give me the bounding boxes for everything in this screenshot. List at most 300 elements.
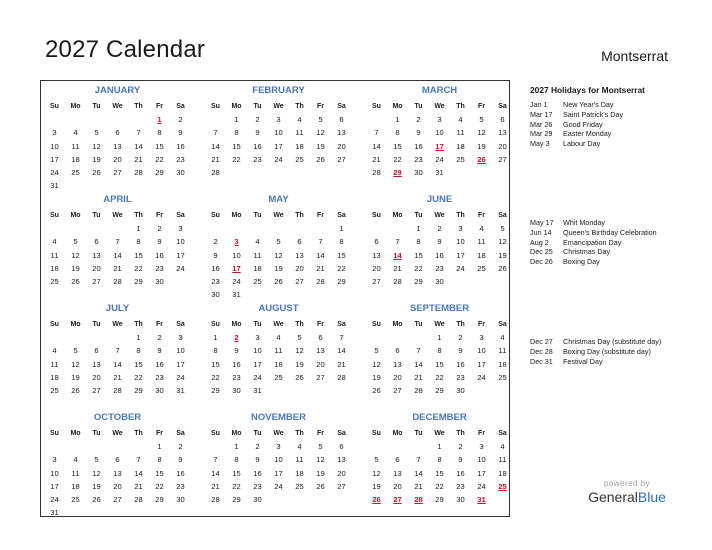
weekday-header	[44, 209, 191, 222]
day-cell: 20	[295, 263, 304, 273]
holiday-entry	[530, 110, 700, 120]
day-cell: 30	[435, 276, 444, 286]
day-cell: 7	[115, 237, 120, 247]
empty-cell	[205, 506, 226, 519]
day-cell: 3	[178, 333, 183, 343]
empty-cell	[492, 166, 513, 179]
day-cell: 7	[374, 128, 379, 138]
empty-cell	[226, 166, 247, 179]
day-cell: 11	[274, 346, 283, 356]
day-cell: 29	[337, 276, 346, 286]
day-cell: 18	[498, 359, 507, 369]
holiday-date: May 17	[530, 218, 554, 227]
week-row	[366, 440, 513, 453]
empty-cell	[44, 331, 65, 344]
holiday-day-cell: 17	[435, 141, 444, 151]
week-row	[44, 453, 191, 466]
day-cell: 15	[337, 250, 346, 260]
weekday-label: Mo	[392, 430, 403, 437]
day-cell: 9	[157, 237, 162, 247]
day-cell: 27	[393, 385, 402, 395]
holiday-entry	[530, 129, 700, 139]
day-cell: 10	[176, 346, 185, 356]
week-row	[44, 222, 191, 235]
empty-cell	[492, 493, 513, 506]
day-cell: 10	[50, 141, 59, 151]
empty-cell	[289, 506, 310, 519]
day-cell: 13	[113, 141, 122, 151]
day-cell: 9	[255, 455, 260, 465]
day-cell: 13	[372, 250, 381, 260]
week-row	[366, 140, 513, 153]
day-cell: 9	[458, 346, 463, 356]
day-cell: 17	[176, 359, 185, 369]
week-row	[44, 249, 191, 262]
day-cell: 18	[295, 141, 304, 151]
day-cell: 13	[316, 346, 325, 356]
week-row	[366, 506, 513, 519]
month-grid	[205, 100, 352, 192]
holidays-title: 2027 Holidays for Montserrat	[530, 85, 645, 95]
day-cell: 21	[211, 481, 220, 491]
day-cell: 14	[316, 250, 325, 260]
day-cell: 11	[71, 141, 80, 151]
week-row	[44, 506, 191, 519]
day-cell: 25	[295, 481, 304, 491]
day-cell: 8	[416, 237, 421, 247]
empty-cell	[331, 493, 352, 506]
empty-cell	[44, 113, 65, 126]
holiday-day-cell: 28	[414, 494, 423, 504]
empty-cell	[170, 275, 191, 288]
day-cell: 13	[337, 128, 346, 138]
day-cell: 18	[295, 468, 304, 478]
day-cell: 27	[372, 276, 381, 286]
week-row	[366, 126, 513, 139]
day-cell: 14	[337, 346, 346, 356]
weekday-header	[205, 100, 352, 113]
day-cell: 2	[458, 333, 463, 343]
day-cell: 10	[253, 346, 262, 356]
holiday-entry	[530, 347, 700, 357]
day-cell: 30	[232, 385, 241, 395]
week-row	[366, 493, 513, 506]
day-cell: 1	[339, 224, 344, 234]
day-cell: 23	[155, 263, 164, 273]
weekday-header	[44, 427, 191, 440]
day-cell: 12	[372, 359, 381, 369]
empty-cell	[149, 506, 170, 519]
day-cell: 2	[458, 442, 463, 452]
day-cell: 27	[498, 154, 507, 164]
empty-cell	[331, 166, 352, 179]
empty-cell	[408, 440, 429, 453]
day-cell: 30	[414, 167, 423, 177]
empty-cell	[128, 113, 149, 126]
day-cell: 23	[456, 481, 465, 491]
day-cell: 29	[435, 385, 444, 395]
day-cell: 18	[50, 263, 59, 273]
day-cell: 8	[437, 346, 442, 356]
day-cell: 30	[253, 494, 262, 504]
weekday-label: Mo	[392, 103, 403, 110]
empty-cell	[65, 331, 86, 344]
empty-cell	[170, 506, 191, 519]
day-cell: 31	[50, 508, 59, 518]
day-cell: 6	[115, 128, 120, 138]
weekday-label: Th	[456, 103, 465, 110]
empty-cell	[268, 222, 289, 235]
day-cell: 19	[274, 263, 283, 273]
day-cell: 26	[372, 385, 381, 395]
day-cell: 9	[178, 128, 183, 138]
holiday-date: Jun 14	[530, 227, 552, 237]
day-cell: 15	[211, 359, 220, 369]
empty-cell	[86, 222, 107, 235]
weekday-label: Fr	[156, 321, 163, 328]
day-cell: 20	[337, 141, 346, 151]
empty-cell	[44, 222, 65, 235]
day-cell: 21	[134, 481, 143, 491]
holiday-date: Dec 25	[530, 247, 553, 257]
day-cell: 15	[393, 141, 402, 151]
holiday-entry	[530, 357, 700, 367]
day-cell: 14	[211, 468, 220, 478]
day-cell: 10	[176, 237, 185, 247]
week-row	[44, 113, 191, 126]
day-cell: 9	[234, 346, 239, 356]
day-cell: 6	[318, 333, 323, 343]
day-cell: 7	[136, 128, 141, 138]
weekday-header	[205, 427, 352, 440]
day-cell: 16	[456, 359, 465, 369]
day-cell: 14	[414, 468, 423, 478]
weekday-label: Mo	[70, 321, 81, 328]
day-cell: 19	[71, 263, 80, 273]
week-row	[366, 249, 513, 262]
day-cell: 31	[50, 181, 59, 191]
empty-cell	[310, 384, 331, 397]
holiday-name: New Year's Day	[563, 100, 614, 109]
day-cell: 19	[92, 481, 101, 491]
day-cell: 10	[435, 128, 444, 138]
day-cell: 28	[337, 372, 346, 382]
day-cell: 23	[253, 481, 262, 491]
day-cell: 6	[374, 237, 379, 247]
holiday-name: Emancipation Day	[563, 237, 622, 247]
day-cell: 17	[50, 481, 59, 491]
weekday-label: Tu	[414, 103, 423, 110]
weekday-label: We	[434, 103, 445, 110]
day-cell: 13	[113, 468, 122, 478]
day-cell: 9	[213, 250, 218, 260]
holiday-list-1	[530, 100, 700, 149]
weekday-label: Su	[211, 321, 220, 328]
empty-cell	[492, 506, 513, 519]
day-cell: 16	[211, 263, 220, 273]
day-cell: 26	[316, 481, 325, 491]
week-row	[366, 480, 513, 493]
weekday-label: Tu	[253, 321, 262, 328]
week-row	[205, 126, 352, 139]
day-cell: 18	[498, 468, 507, 478]
day-cell: 8	[157, 455, 162, 465]
day-cell: 16	[232, 359, 241, 369]
day-cell: 1	[136, 333, 141, 343]
weekday-label: We	[434, 430, 445, 437]
weekday-label: Su	[50, 430, 59, 437]
day-cell: 8	[234, 128, 239, 138]
day-cell: 22	[155, 481, 164, 491]
week-row	[366, 153, 513, 166]
day-cell: 24	[477, 372, 486, 382]
day-cell: 6	[395, 455, 400, 465]
day-cell: 14	[113, 359, 122, 369]
holiday-date: Jan 1	[530, 100, 548, 109]
day-cell: 26	[92, 494, 101, 504]
weekday-label: Sa	[337, 103, 346, 110]
weekday-label: Sa	[176, 321, 185, 328]
weekday-label: Tu	[414, 321, 423, 328]
weekday-label: Su	[50, 321, 59, 328]
month-february	[205, 81, 352, 186]
day-cell: 21	[113, 263, 122, 273]
empty-cell	[65, 506, 86, 519]
day-cell: 20	[92, 263, 101, 273]
week-row	[205, 344, 352, 357]
day-cell: 22	[414, 263, 423, 273]
day-cell: 29	[134, 276, 143, 286]
weekday-label: Th	[295, 212, 304, 219]
empty-cell	[65, 440, 86, 453]
week-row	[44, 371, 191, 384]
day-cell: 28	[113, 385, 122, 395]
holiday-date: Aug 2	[530, 237, 549, 247]
day-cell: 15	[232, 141, 241, 151]
day-cell: 19	[477, 141, 486, 151]
empty-cell	[366, 331, 387, 344]
day-cell: 1	[234, 115, 239, 125]
week-row	[366, 331, 513, 344]
day-cell: 4	[500, 442, 505, 452]
day-cell: 4	[73, 455, 78, 465]
day-cell: 22	[435, 372, 444, 382]
month-title: DECEMBER	[412, 412, 467, 423]
holiday-date: Dec 31	[530, 356, 553, 366]
week-row	[205, 113, 352, 126]
holiday-name: Good Friday	[563, 119, 603, 129]
day-cell: 26	[274, 276, 283, 286]
day-cell: 21	[393, 263, 402, 273]
day-cell: 27	[337, 481, 346, 491]
week-row	[366, 262, 513, 275]
day-cell: 21	[113, 372, 122, 382]
empty-cell	[107, 440, 128, 453]
month-may	[205, 190, 352, 300]
empty-cell	[310, 493, 331, 506]
week-row	[44, 480, 191, 493]
weekday-label: Mo	[392, 212, 403, 219]
day-cell: 6	[115, 455, 120, 465]
day-cell: 9	[255, 128, 260, 138]
day-cell: 6	[94, 237, 99, 247]
weekday-label: Su	[372, 430, 381, 437]
day-cell: 8	[339, 237, 344, 247]
week-row	[205, 262, 352, 275]
holiday-date: Mar 26	[530, 119, 553, 129]
day-cell: 4	[73, 128, 78, 138]
day-cell: 3	[52, 128, 57, 138]
empty-cell	[331, 384, 352, 397]
day-cell: 6	[297, 237, 302, 247]
month-title: FEBRUARY	[252, 85, 305, 96]
weekday-label: Sa	[498, 212, 507, 219]
day-cell: 4	[297, 442, 302, 452]
week-row	[44, 140, 191, 153]
day-cell: 13	[92, 250, 101, 260]
holiday-name: Queen's Birthday Celebration	[563, 227, 657, 237]
day-cell: 4	[297, 115, 302, 125]
day-cell: 3	[276, 442, 281, 452]
holiday-name: Boxing Day	[563, 257, 600, 267]
weekday-label: Sa	[176, 103, 185, 110]
day-cell: 22	[393, 154, 402, 164]
day-cell: 8	[136, 237, 141, 247]
day-cell: 2	[157, 224, 162, 234]
day-cell: 29	[211, 385, 220, 395]
week-row	[44, 126, 191, 139]
day-cell: 2	[255, 442, 260, 452]
day-cell: 23	[232, 372, 241, 382]
weekday-header	[366, 100, 513, 113]
day-cell: 28	[393, 276, 402, 286]
day-cell: 10	[456, 237, 465, 247]
week-row	[205, 506, 352, 519]
empty-cell	[471, 506, 492, 519]
day-cell: 5	[73, 346, 78, 356]
holiday-day-cell: 1	[157, 115, 162, 125]
day-cell: 28	[134, 167, 143, 177]
day-cell: 26	[316, 154, 325, 164]
day-cell: 25	[253, 276, 262, 286]
day-cell: 22	[211, 372, 220, 382]
day-cell: 27	[337, 154, 346, 164]
day-cell: 23	[155, 372, 164, 382]
day-cell: 21	[414, 481, 423, 491]
weekday-label: Mo	[231, 103, 242, 110]
holiday-entry	[530, 247, 700, 257]
holiday-day-cell: 3	[234, 237, 239, 247]
brand-logo	[584, 479, 670, 505]
holiday-name: Christmas Day	[563, 247, 611, 257]
week-row	[366, 113, 513, 126]
day-cell: 5	[374, 346, 379, 356]
weekday-label: Tu	[92, 212, 101, 219]
weekday-label: Th	[134, 321, 143, 328]
country-name: Montserrat	[601, 48, 668, 64]
week-row	[366, 384, 513, 397]
holiday-entry	[530, 120, 700, 130]
day-cell: 27	[92, 385, 101, 395]
empty-cell	[268, 493, 289, 506]
holiday-name: Saint Patrick's Day	[563, 109, 624, 119]
day-cell: 9	[458, 455, 463, 465]
weekday-label: Tu	[414, 212, 423, 219]
day-cell: 21	[211, 154, 220, 164]
empty-cell	[366, 113, 387, 126]
day-cell: 25	[71, 494, 80, 504]
weekday-label: Tu	[92, 321, 101, 328]
month-title: JUNE	[426, 194, 453, 205]
day-cell: 29	[134, 385, 143, 395]
day-cell: 29	[232, 494, 241, 504]
day-cell: 15	[232, 468, 241, 478]
weekday-label: Sa	[498, 430, 507, 437]
day-cell: 13	[393, 468, 402, 478]
day-cell: 29	[414, 276, 423, 286]
month-grid	[205, 427, 352, 519]
day-cell: 10	[274, 128, 283, 138]
empty-cell	[205, 113, 226, 126]
weekday-label: Th	[456, 430, 465, 437]
brand-name	[584, 489, 670, 505]
day-cell: 17	[50, 154, 59, 164]
day-cell: 16	[176, 468, 185, 478]
week-row	[44, 153, 191, 166]
day-cell: 11	[71, 468, 80, 478]
month-grid	[44, 100, 191, 192]
day-cell: 3	[276, 115, 281, 125]
empty-cell	[107, 222, 128, 235]
day-cell: 21	[134, 154, 143, 164]
holiday-date: Dec 27	[530, 337, 553, 346]
weekday-label: Fr	[156, 212, 163, 219]
day-cell: 15	[435, 359, 444, 369]
weekday-label: Mo	[231, 212, 242, 219]
brand-name-general: General	[588, 489, 638, 505]
day-cell: 25	[274, 372, 283, 382]
weekday-label: We	[273, 430, 284, 437]
day-cell: 29	[155, 494, 164, 504]
day-cell: 10	[477, 455, 486, 465]
weekday-label: We	[273, 103, 284, 110]
day-cell: 13	[92, 359, 101, 369]
weekday-label: Th	[295, 321, 304, 328]
day-cell: 15	[435, 468, 444, 478]
holiday-entry	[530, 337, 700, 347]
day-cell: 28	[134, 494, 143, 504]
day-cell: 26	[71, 276, 80, 286]
holiday-list-3	[530, 337, 700, 366]
week-row	[205, 235, 352, 248]
day-cell: 2	[255, 115, 260, 125]
holiday-day-cell: 26	[372, 494, 381, 504]
day-cell: 8	[136, 346, 141, 356]
day-cell: 24	[232, 276, 241, 286]
day-cell: 1	[437, 333, 442, 343]
day-cell: 18	[253, 263, 262, 273]
day-cell: 25	[477, 263, 486, 273]
day-cell: 14	[134, 468, 143, 478]
day-cell: 15	[155, 141, 164, 151]
weekday-label: Su	[211, 212, 220, 219]
day-cell: 1	[234, 442, 239, 452]
empty-cell	[128, 506, 149, 519]
weekday-header	[366, 209, 513, 222]
day-cell: 20	[372, 263, 381, 273]
weekday-label: Su	[372, 103, 381, 110]
weekday-label: Sa	[176, 212, 185, 219]
